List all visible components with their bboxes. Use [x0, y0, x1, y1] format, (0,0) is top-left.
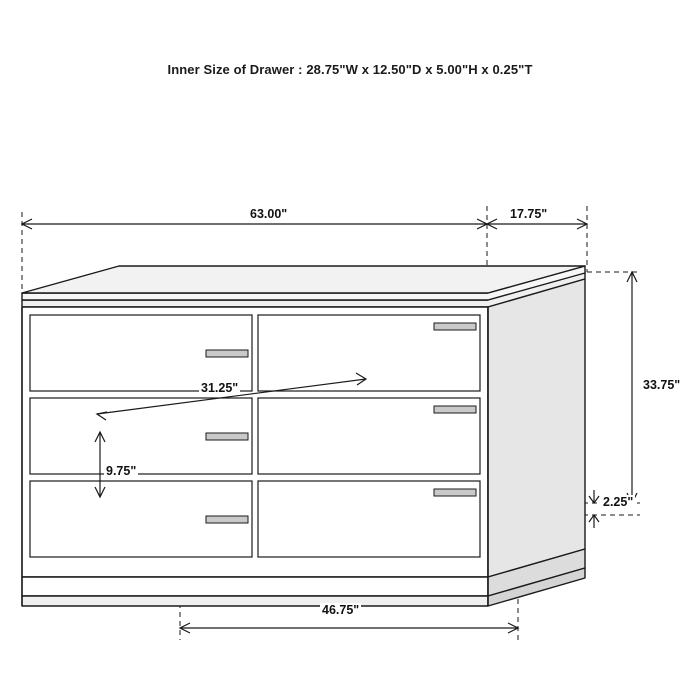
dim-label-width-total: 63.00" — [250, 207, 288, 221]
front-plinth — [22, 596, 488, 606]
top-panel-face — [22, 266, 585, 293]
handle-6 — [434, 489, 476, 496]
handle-3 — [206, 433, 248, 440]
dim-label-depth-side: 17.75" — [510, 207, 548, 221]
dim-label-base-height: 2.25" — [603, 495, 634, 509]
handle-5 — [206, 516, 248, 523]
front-base-strip — [22, 577, 488, 596]
handle-1 — [206, 350, 248, 357]
handle-2 — [434, 323, 476, 330]
page-title: Inner Size of Drawer : 28.75"W x 12.50"D x 5.00"H x 0.25"T — [167, 62, 533, 77]
right-side-panel — [488, 279, 585, 577]
handle-4 — [434, 406, 476, 413]
dim-label-base-width: 46.75" — [322, 603, 360, 617]
dim-label-drawer-inner-width: 31.25" — [201, 381, 239, 395]
dim-label-drawer-front-height: 9.75" — [106, 464, 137, 478]
dim-label-height-total: 33.75" — [643, 378, 681, 392]
